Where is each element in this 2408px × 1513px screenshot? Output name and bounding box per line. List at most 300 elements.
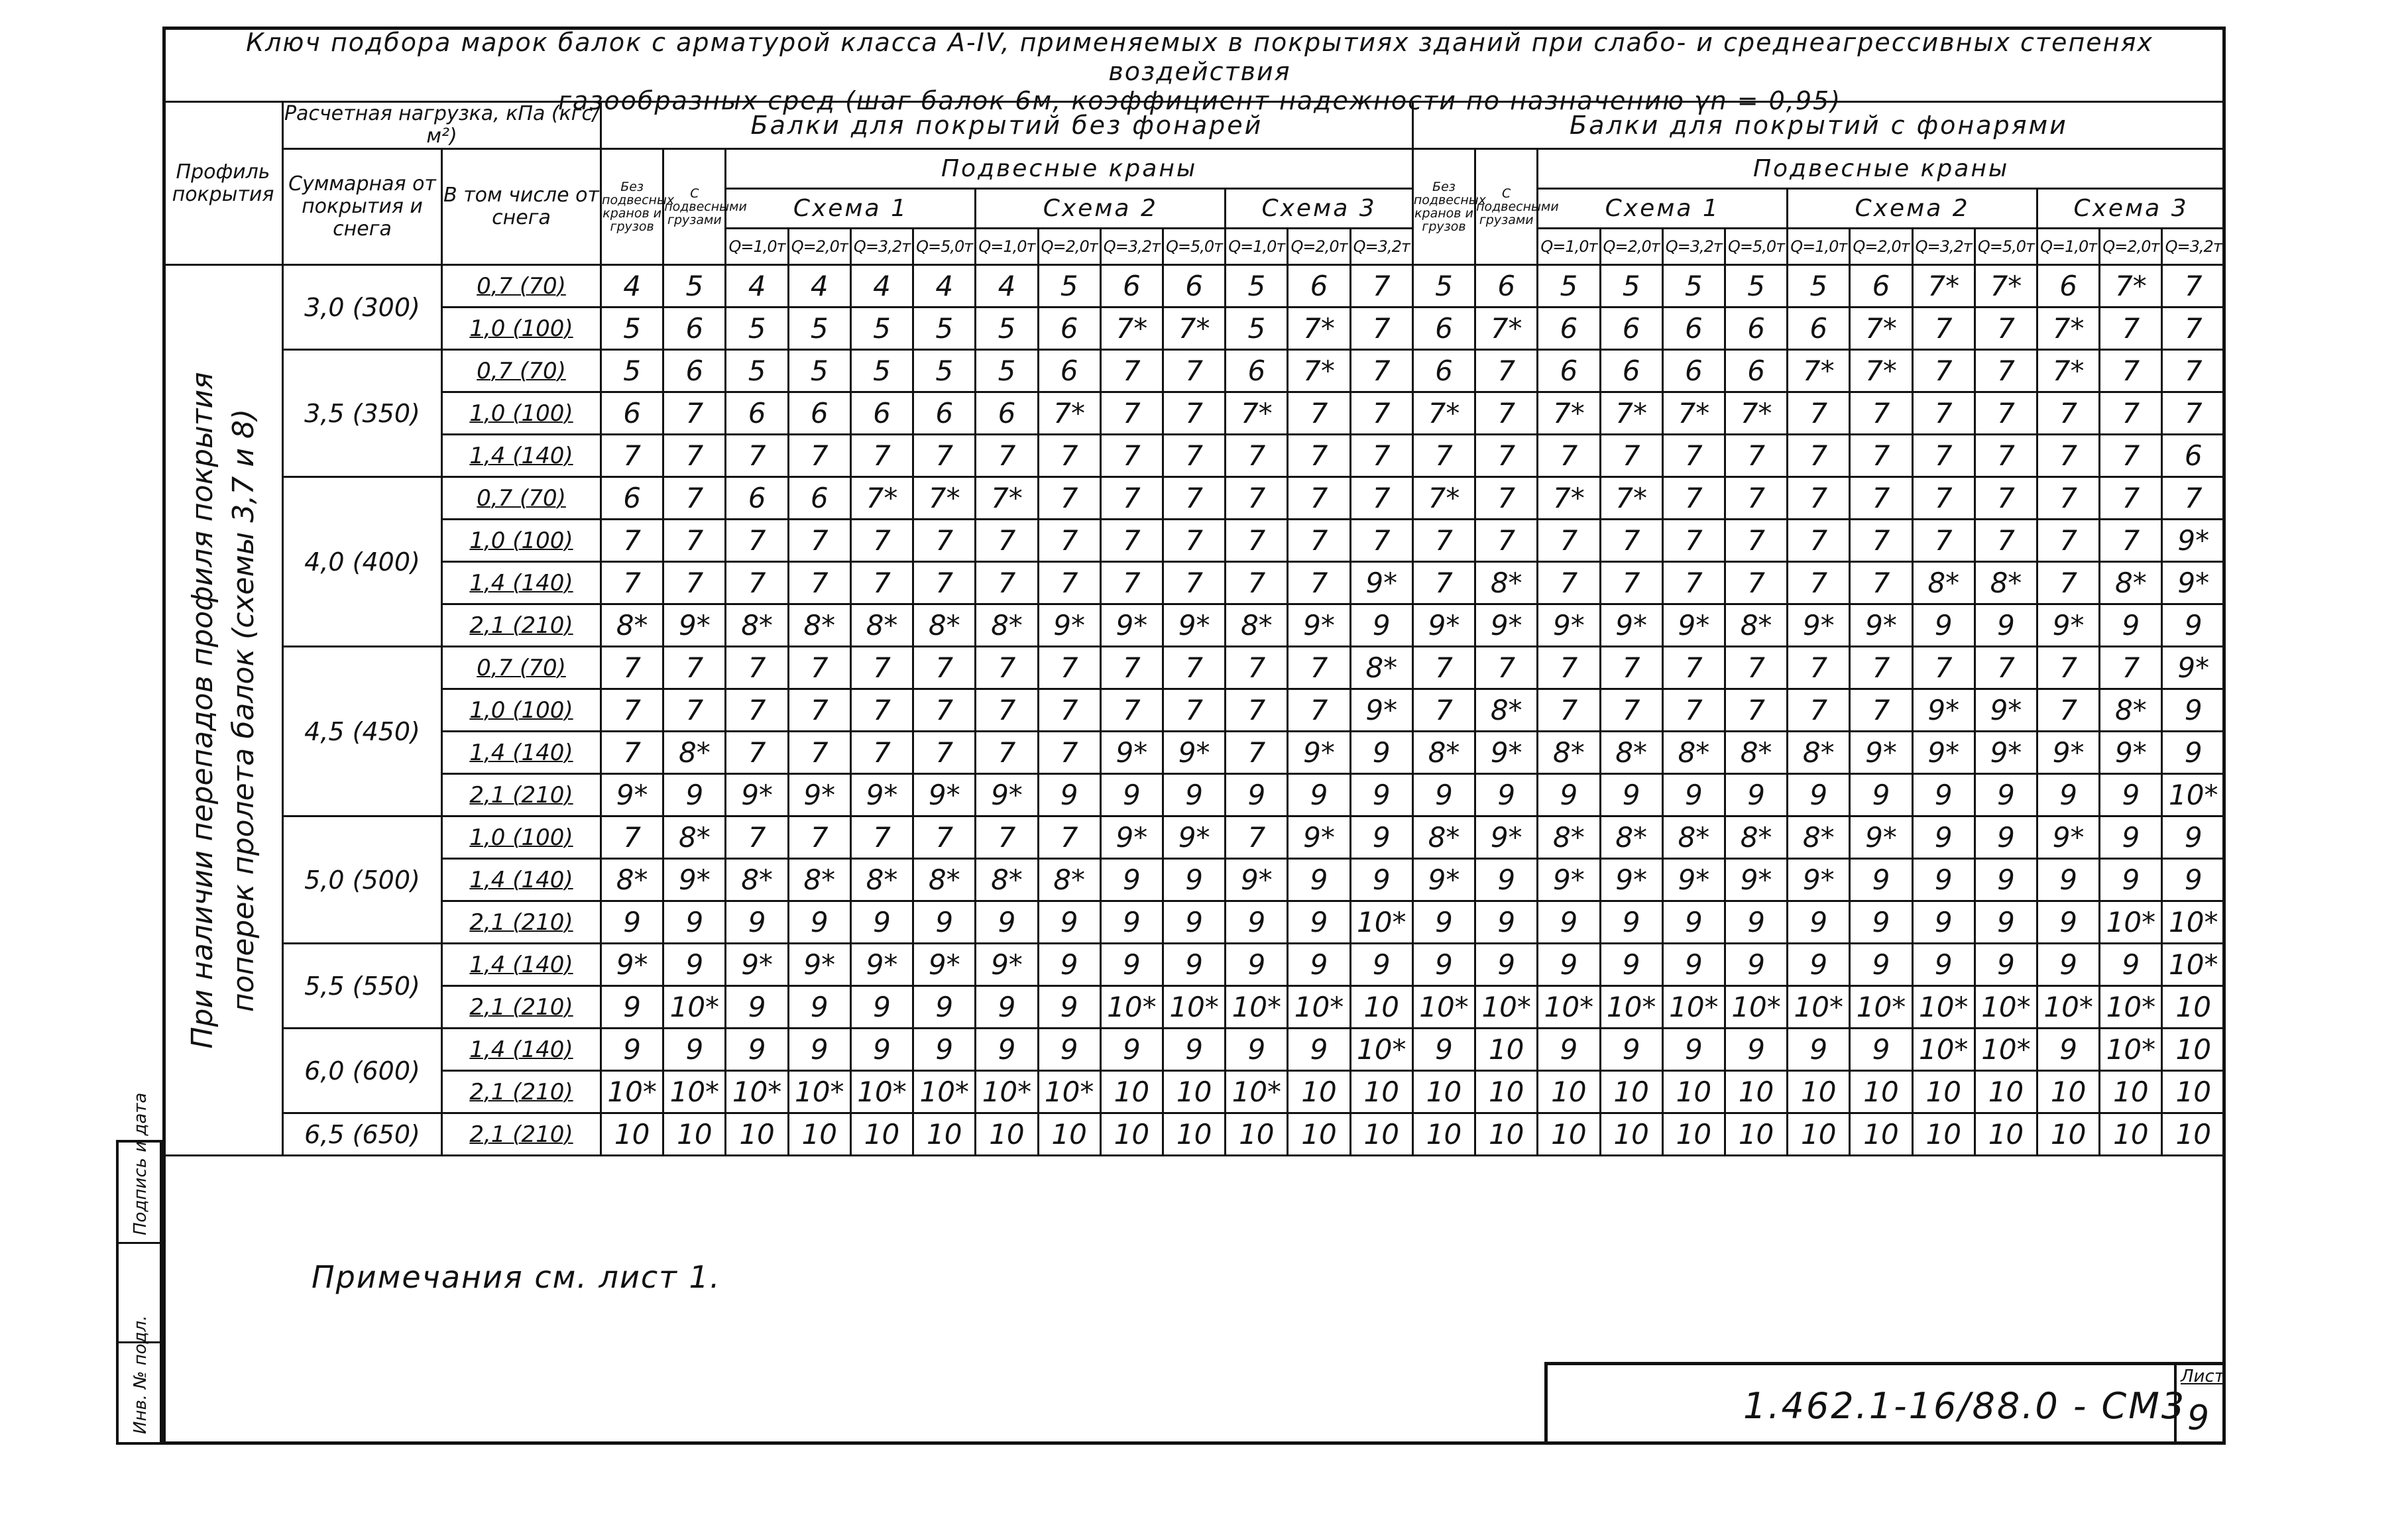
beam-mark-cell: 7 bbox=[850, 520, 913, 562]
table-row bbox=[164, 350, 2225, 392]
beam-mark-cell: 10 bbox=[1475, 1029, 1538, 1071]
beam-mark-cell: 9 bbox=[2100, 816, 2162, 859]
beam-mark-cell: 10 bbox=[1975, 1071, 2037, 1113]
beam-mark-cell: 10* bbox=[1226, 1071, 1288, 1113]
beam-mark-cell: 7 bbox=[1475, 477, 1538, 520]
q-s1a-2: Q=2,0т bbox=[788, 229, 850, 265]
beam-mark-cell: 8* bbox=[663, 816, 726, 859]
beam-mark-cell: 7 bbox=[1725, 520, 1787, 562]
beam-mark-cell: 9 bbox=[788, 1029, 850, 1071]
beam-mark-cell: 9* bbox=[601, 774, 663, 816]
snow-load-cell: 1,0 (100) bbox=[442, 308, 601, 350]
beam-mark-cell: 7 bbox=[1600, 647, 1662, 689]
header-total-load: Суммарная от покрытия и снега bbox=[283, 149, 442, 265]
beam-mark-cell: 7 bbox=[1850, 392, 1912, 435]
beam-mark-cell: 10* bbox=[1412, 986, 1475, 1029]
beam-mark-cell: 9 bbox=[1788, 901, 1850, 944]
header-with-hoist-b: С подвесными грузами bbox=[1475, 149, 1538, 265]
beam-mark-cell: 7 bbox=[663, 647, 726, 689]
beam-mark-cell: 6 bbox=[1038, 350, 1100, 392]
q-s3a-2: Q=2,0т bbox=[1288, 229, 1350, 265]
beam-mark-cell: 9* bbox=[1662, 604, 1725, 647]
beam-mark-cell: 8* bbox=[913, 604, 976, 647]
beam-mark-cell: 9 bbox=[2037, 1029, 2100, 1071]
beam-mark-cell: 10* bbox=[1975, 986, 2037, 1029]
beam-mark-cell: 7 bbox=[1850, 477, 1912, 520]
beam-mark-cell: 7* bbox=[1600, 477, 1662, 520]
beam-mark-cell: 7 bbox=[1226, 689, 1288, 732]
beam-mark-cell: 7 bbox=[1475, 392, 1538, 435]
beam-mark-cell: 10 bbox=[1475, 1113, 1538, 1156]
table-row bbox=[164, 859, 2225, 901]
q-s2b-4: Q=5,0т bbox=[1975, 229, 2037, 265]
header-no-lanterns: Балки для покрытий без фонарей bbox=[601, 102, 1413, 149]
beam-mark-cell: 9 bbox=[1226, 774, 1288, 816]
beam-mark-cell: 5 bbox=[1412, 265, 1475, 308]
beam-mark-cell: 5 bbox=[1226, 265, 1288, 308]
beam-mark-cell: 9 bbox=[1600, 944, 1662, 986]
beam-mark-cell: 5 bbox=[1226, 308, 1288, 350]
beam-mark-cell: 9 bbox=[1538, 944, 1600, 986]
beam-mark-cell: 9* bbox=[1350, 689, 1412, 732]
beam-mark-cell: 9 bbox=[1412, 901, 1475, 944]
footnote: Примечания см. лист 1. bbox=[312, 1259, 721, 1295]
beam-mark-cell: 9 bbox=[1600, 901, 1662, 944]
beam-mark-cell: 7 bbox=[2100, 520, 2162, 562]
beam-mark-cell: 9* bbox=[1288, 732, 1350, 774]
beam-mark-cell: 7 bbox=[850, 816, 913, 859]
beam-mark-cell: 7 bbox=[1163, 392, 1225, 435]
beam-mark-cell: 4 bbox=[913, 265, 976, 308]
beam-mark-cell: 9 bbox=[1662, 901, 1725, 944]
beam-mark-cell: 9 bbox=[1725, 774, 1787, 816]
beam-mark-cell: 8* bbox=[1350, 647, 1412, 689]
q-s2b-2: Q=2,0т bbox=[1850, 229, 1912, 265]
beam-mark-cell: 7 bbox=[726, 647, 788, 689]
beam-mark-cell: 9 bbox=[1788, 944, 1850, 986]
beam-mark-cell: 9 bbox=[1912, 816, 1975, 859]
beam-mark-cell: 7 bbox=[1226, 477, 1288, 520]
beam-mark-cell: 10 bbox=[788, 1113, 850, 1156]
beam-mark-cell: 9* bbox=[1100, 732, 1163, 774]
snow-load-cell: 0,7 (70) bbox=[442, 350, 601, 392]
beam-mark-cell: 9 bbox=[1538, 774, 1600, 816]
beam-mark-cell: 9 bbox=[850, 986, 913, 1029]
snow-load-cell: 2,1 (210) bbox=[442, 1113, 601, 1156]
beam-mark-cell: 8* bbox=[850, 859, 913, 901]
beam-mark-cell: 6 bbox=[601, 392, 663, 435]
beam-mark-cell: 9* bbox=[1662, 859, 1725, 901]
beam-mark-cell: 10 bbox=[1350, 1113, 1412, 1156]
beam-mark-cell: 7 bbox=[663, 477, 726, 520]
beam-mark-cell: 7 bbox=[1100, 350, 1163, 392]
beam-mark-cell: 9 bbox=[1350, 774, 1412, 816]
beam-mark-cell: 7 bbox=[913, 435, 976, 477]
beam-mark-cell: 9 bbox=[2100, 604, 2162, 647]
beam-mark-cell: 9 bbox=[1538, 901, 1600, 944]
beam-mark-cell: 7 bbox=[2037, 689, 2100, 732]
beam-mark-cell: 7 bbox=[1912, 392, 1975, 435]
beam-mark-cell: 10 bbox=[1662, 1113, 1725, 1156]
beam-mark-cell: 9 bbox=[1975, 816, 2037, 859]
beam-mark-cell: 7 bbox=[976, 689, 1038, 732]
beam-mark-cell: 10 bbox=[1100, 1071, 1163, 1113]
table-row bbox=[164, 308, 2225, 350]
beam-mark-cell: 7* bbox=[1288, 350, 1350, 392]
beam-mark-cell: 7 bbox=[1412, 689, 1475, 732]
total-load-cell: 5,0 (500) bbox=[283, 816, 442, 944]
beam-mark-cell: 9 bbox=[1850, 859, 1912, 901]
beam-mark-cell: 9 bbox=[1850, 774, 1912, 816]
table-row bbox=[164, 689, 2225, 732]
beam-mark-cell: 7 bbox=[1038, 477, 1100, 520]
beam-mark-cell: 9 bbox=[1725, 944, 1787, 986]
beam-mark-cell: 9 bbox=[1975, 944, 2037, 986]
beam-mark-cell: 9* bbox=[663, 859, 726, 901]
beam-mark-cell: 9 bbox=[1288, 859, 1350, 901]
beam-mark-cell: 7 bbox=[663, 520, 726, 562]
beam-mark-cell: 9 bbox=[1100, 944, 1163, 986]
beam-mark-cell: 9 bbox=[1038, 986, 1100, 1029]
beam-mark-cell: 9* bbox=[2162, 562, 2225, 604]
beam-mark-cell: 7 bbox=[2037, 647, 2100, 689]
header-profile: Профиль покрытия bbox=[164, 102, 283, 265]
beam-mark-cell: 10 bbox=[850, 1113, 913, 1156]
beam-mark-cell: 10 bbox=[1350, 986, 1412, 1029]
beam-mark-cell: 9 bbox=[1412, 944, 1475, 986]
beam-mark-cell: 7 bbox=[1725, 562, 1787, 604]
beam-mark-cell: 7 bbox=[726, 816, 788, 859]
snow-load-cell: 1,4 (140) bbox=[442, 435, 601, 477]
beam-mark-cell: 10 bbox=[663, 1113, 726, 1156]
table-row bbox=[164, 774, 2225, 816]
beam-mark-cell: 7 bbox=[1788, 477, 1850, 520]
beam-mark-cell: 7 bbox=[788, 520, 850, 562]
beam-mark-cell: 9 bbox=[788, 901, 850, 944]
beam-mark-cell: 9 bbox=[1725, 1029, 1787, 1071]
beam-mark-cell: 7 bbox=[1788, 647, 1850, 689]
beam-mark-cell: 7 bbox=[1662, 689, 1725, 732]
beam-mark-cell: 9 bbox=[976, 986, 1038, 1029]
q-s1a-1: Q=1,0т bbox=[726, 229, 788, 265]
beam-mark-cell: 7 bbox=[850, 562, 913, 604]
beam-mark-cell: 10* bbox=[1662, 986, 1725, 1029]
total-load-cell: 6,5 (650) bbox=[283, 1113, 442, 1156]
beam-mark-cell: 7 bbox=[1100, 477, 1163, 520]
table-row bbox=[164, 562, 2225, 604]
beam-mark-cell: 9 bbox=[2037, 901, 2100, 944]
beam-mark-cell: 8* bbox=[2100, 562, 2162, 604]
beam-mark-cell: 7 bbox=[1912, 520, 1975, 562]
sheet-number: 9 bbox=[2187, 1398, 2210, 1438]
beam-mark-cell: 10* bbox=[1975, 1029, 2037, 1071]
total-load-cell: 5,5 (550) bbox=[283, 944, 442, 1029]
beam-mark-cell: 9* bbox=[1350, 562, 1412, 604]
beam-mark-cell: 7 bbox=[1100, 689, 1163, 732]
beam-mark-cell: 9 bbox=[1912, 859, 1975, 901]
beam-mark-cell: 10 bbox=[1226, 1113, 1288, 1156]
beam-mark-cell: 9* bbox=[1038, 604, 1100, 647]
beam-mark-cell: 9 bbox=[1475, 774, 1538, 816]
beam-mark-cell: 6 bbox=[1662, 308, 1725, 350]
beam-mark-cell: 9 bbox=[1662, 774, 1725, 816]
beam-mark-cell: 7 bbox=[1350, 477, 1412, 520]
q-s3b-3: Q=3,2т bbox=[2162, 229, 2225, 265]
beam-mark-cell: 9 bbox=[1288, 944, 1350, 986]
beam-mark-cell: 9 bbox=[1975, 604, 2037, 647]
q-s3a-1: Q=1,0т bbox=[1226, 229, 1288, 265]
beam-mark-cell: 7 bbox=[1850, 562, 1912, 604]
beam-mark-cell: 9 bbox=[1912, 774, 1975, 816]
beam-mark-cell: 7 bbox=[1912, 435, 1975, 477]
beam-mark-cell: 10* bbox=[913, 1071, 976, 1113]
beam-mark-cell: 7 bbox=[1412, 647, 1475, 689]
beam-mark-cell: 7 bbox=[1725, 477, 1787, 520]
beam-mark-cell: 8* bbox=[1912, 562, 1975, 604]
beam-mark-cell: 10* bbox=[2162, 774, 2225, 816]
beam-mark-cell: 10 bbox=[976, 1113, 1038, 1156]
beam-mark-cell: 8* bbox=[1412, 816, 1475, 859]
beam-mark-cell: 10* bbox=[788, 1071, 850, 1113]
beam-mark-cell: 7 bbox=[850, 435, 913, 477]
beam-mark-cell: 7* bbox=[1226, 392, 1288, 435]
beam-mark-cell: 7 bbox=[1038, 562, 1100, 604]
beam-mark-cell: 7 bbox=[1600, 562, 1662, 604]
beam-mark-cell: 9* bbox=[1600, 604, 1662, 647]
table-row bbox=[164, 986, 2225, 1029]
beam-mark-cell: 9 bbox=[1850, 1029, 1912, 1071]
beam-mark-cell: 7 bbox=[1475, 520, 1538, 562]
beam-mark-cell: 9 bbox=[2162, 732, 2225, 774]
beam-mark-cell: 9 bbox=[2100, 859, 2162, 901]
total-load-cell: 4,5 (450) bbox=[283, 647, 442, 816]
beam-mark-cell: 9 bbox=[1100, 901, 1163, 944]
beam-mark-cell: 6 bbox=[1038, 308, 1100, 350]
snow-load-cell: 0,7 (70) bbox=[442, 265, 601, 308]
beam-mark-cell: 9 bbox=[1038, 901, 1100, 944]
beam-mark-cell: 7* bbox=[850, 477, 913, 520]
beam-mark-cell: 8* bbox=[1538, 816, 1600, 859]
beam-mark-cell: 7 bbox=[1850, 647, 1912, 689]
beam-mark-cell: 9 bbox=[913, 1029, 976, 1071]
beam-mark-cell: 7 bbox=[1163, 647, 1225, 689]
beam-mark-cell: 7 bbox=[2037, 562, 2100, 604]
beam-mark-cell: 5 bbox=[976, 350, 1038, 392]
beam-mark-cell: 7 bbox=[1038, 435, 1100, 477]
beam-mark-cell: 9* bbox=[976, 944, 1038, 986]
beam-mark-cell: 7 bbox=[2100, 308, 2162, 350]
beam-mark-cell: 10* bbox=[1100, 986, 1163, 1029]
beam-mark-cell: 7* bbox=[1975, 265, 2037, 308]
beam-mark-cell: 9 bbox=[601, 901, 663, 944]
beam-mark-cell: 7 bbox=[726, 435, 788, 477]
beam-mark-cell: 8* bbox=[663, 732, 726, 774]
beam-mark-cell: 7 bbox=[1538, 647, 1600, 689]
beam-mark-cell: 7 bbox=[663, 562, 726, 604]
beam-mark-cell: 7 bbox=[788, 816, 850, 859]
beam-mark-cell: 8* bbox=[726, 859, 788, 901]
beam-mark-cell: 9 bbox=[1038, 944, 1100, 986]
beam-mark-cell: 7 bbox=[1912, 350, 1975, 392]
header-scheme3-b: Схема 3 bbox=[2037, 189, 2225, 229]
beam-mark-cell: 7 bbox=[1226, 647, 1288, 689]
beam-mark-cell: 9* bbox=[1538, 604, 1600, 647]
beam-mark-cell: 9* bbox=[850, 944, 913, 986]
beam-mark-cell: 10 bbox=[2100, 1113, 2162, 1156]
beam-mark-cell: 5 bbox=[1600, 265, 1662, 308]
beam-mark-cell: 7 bbox=[601, 816, 663, 859]
snow-load-cell: 1,4 (140) bbox=[442, 732, 601, 774]
beam-mark-cell: 10* bbox=[2037, 986, 2100, 1029]
q-s2a-4: Q=5,0т bbox=[1163, 229, 1225, 265]
beam-mark-cell: 7 bbox=[976, 732, 1038, 774]
beam-mark-cell: 10 bbox=[1788, 1071, 1850, 1113]
beam-mark-cell: 7 bbox=[976, 816, 1038, 859]
beam-mark-cell: 9 bbox=[1662, 944, 1725, 986]
beam-mark-cell: 7 bbox=[850, 732, 913, 774]
beam-mark-cell: 7 bbox=[976, 562, 1038, 604]
beam-mark-cell: 9* bbox=[2037, 604, 2100, 647]
table-row bbox=[164, 604, 2225, 647]
beam-mark-cell: 8* bbox=[788, 604, 850, 647]
beam-mark-cell: 7* bbox=[2100, 265, 2162, 308]
beam-mark-cell: 9 bbox=[1850, 944, 1912, 986]
beam-mark-cell: 5 bbox=[788, 308, 850, 350]
beam-mark-cell: 10* bbox=[1163, 986, 1225, 1029]
beam-mark-cell: 10* bbox=[1226, 986, 1288, 1029]
beam-mark-cell: 6 bbox=[1163, 265, 1225, 308]
q-s2a-1: Q=1,0т bbox=[976, 229, 1038, 265]
beam-mark-cell: 9 bbox=[1226, 944, 1288, 986]
beam-mark-cell: 9 bbox=[1038, 774, 1100, 816]
header-cranes-b: Подвесные краны bbox=[1538, 149, 2225, 189]
beam-mark-cell: 10* bbox=[726, 1071, 788, 1113]
table-row bbox=[164, 944, 2225, 986]
beam-mark-cell: 10 bbox=[1912, 1071, 1975, 1113]
beam-mark-cell: 10 bbox=[726, 1113, 788, 1156]
beam-mark-cell: 7* bbox=[2037, 350, 2100, 392]
beam-mark-cell: 9 bbox=[2100, 774, 2162, 816]
q-s3b-1: Q=1,0т bbox=[2037, 229, 2100, 265]
beam-mark-cell: 7 bbox=[913, 732, 976, 774]
beam-mark-cell: 5 bbox=[601, 350, 663, 392]
beam-mark-cell: 10 bbox=[1412, 1071, 1475, 1113]
beam-mark-cell: 4 bbox=[601, 265, 663, 308]
beam-mark-cell: 7* bbox=[1538, 477, 1600, 520]
beam-mark-cell: 5 bbox=[726, 350, 788, 392]
beam-mark-cell: 8* bbox=[976, 859, 1038, 901]
beam-mark-cell: 9* bbox=[1100, 816, 1163, 859]
beam-mark-cell: 7 bbox=[2100, 392, 2162, 435]
table-row bbox=[164, 1071, 2225, 1113]
beam-mark-cell: 10* bbox=[601, 1071, 663, 1113]
snow-load-cell: 1,0 (100) bbox=[442, 392, 601, 435]
beam-mark-cell: 10 bbox=[1288, 1071, 1350, 1113]
beam-mark-cell: 7 bbox=[1975, 435, 2037, 477]
snow-load-cell: 0,7 (70) bbox=[442, 477, 601, 520]
beam-mark-cell: 9 bbox=[850, 901, 913, 944]
beam-mark-cell: 10* bbox=[663, 986, 726, 1029]
beam-mark-cell: 9 bbox=[1975, 774, 2037, 816]
beam-mark-cell: 5 bbox=[788, 350, 850, 392]
snow-load-cell: 2,1 (210) bbox=[442, 774, 601, 816]
beam-mark-cell: 7 bbox=[1662, 562, 1725, 604]
beam-mark-cell: 6 bbox=[913, 392, 976, 435]
beam-mark-cell: 10 bbox=[1912, 1113, 1975, 1156]
beam-mark-cell: 7 bbox=[1475, 647, 1538, 689]
snow-load-cell: 1,0 (100) bbox=[442, 520, 601, 562]
beam-mark-cell: 4 bbox=[726, 265, 788, 308]
beam-mark-cell: 8* bbox=[601, 859, 663, 901]
table-row bbox=[164, 265, 2225, 308]
beam-mark-cell: 7 bbox=[1412, 435, 1475, 477]
beam-mark-cell: 7 bbox=[788, 435, 850, 477]
beam-mark-cell: 8* bbox=[788, 859, 850, 901]
beam-mark-cell: 9* bbox=[1163, 732, 1225, 774]
beam-mark-cell: 7 bbox=[1912, 308, 1975, 350]
beam-mark-cell: 7 bbox=[2162, 477, 2225, 520]
beam-mark-cell: 7 bbox=[663, 392, 726, 435]
beam-mark-cell: 7 bbox=[1788, 392, 1850, 435]
beam-mark-cell: 5 bbox=[1538, 265, 1600, 308]
beam-mark-cell: 10* bbox=[850, 1071, 913, 1113]
beam-mark-cell: 5 bbox=[1725, 265, 1787, 308]
beam-mark-cell: 10 bbox=[1725, 1071, 1787, 1113]
header-incl-snow: В том числе от снега bbox=[442, 149, 601, 265]
beam-mark-cell: 9* bbox=[1412, 859, 1475, 901]
beam-mark-cell: 6 bbox=[976, 392, 1038, 435]
beam-mark-cell: 9 bbox=[1412, 774, 1475, 816]
beam-mark-cell: 8* bbox=[2100, 689, 2162, 732]
snow-load-cell: 1,4 (140) bbox=[442, 944, 601, 986]
beam-mark-cell: 9* bbox=[1975, 689, 2037, 732]
beam-mark-cell: 4 bbox=[850, 265, 913, 308]
beam-mark-cell: 7 bbox=[1100, 435, 1163, 477]
beam-mark-cell: 9 bbox=[1600, 774, 1662, 816]
beam-mark-cell: 8* bbox=[1412, 732, 1475, 774]
beam-mark-cell: 9* bbox=[976, 774, 1038, 816]
beam-mark-cell: 7* bbox=[1412, 477, 1475, 520]
beam-mark-cell: 10* bbox=[1288, 986, 1350, 1029]
beam-mark-cell: 9 bbox=[1350, 944, 1412, 986]
beam-mark-cell: 7 bbox=[1975, 520, 2037, 562]
beam-mark-cell: 7 bbox=[788, 689, 850, 732]
beam-mark-cell: 7 bbox=[1600, 689, 1662, 732]
beam-mark-cell: 7 bbox=[788, 562, 850, 604]
beam-mark-cell: 10 bbox=[1100, 1113, 1163, 1156]
beam-mark-cell: 6 bbox=[788, 477, 850, 520]
beam-mark-cell: 9 bbox=[1163, 774, 1225, 816]
beam-mark-cell: 9 bbox=[2037, 859, 2100, 901]
beam-mark-cell: 8* bbox=[1725, 604, 1787, 647]
beam-mark-cell: 9 bbox=[1975, 859, 2037, 901]
beam-mark-cell: 9 bbox=[2162, 689, 2225, 732]
beam-mark-cell: 9* bbox=[1975, 732, 2037, 774]
snow-load-cell: 2,1 (210) bbox=[442, 986, 601, 1029]
header-no-hoist-b: Без подвесных кранов и грузов bbox=[1412, 149, 1475, 265]
beam-mark-cell: 7 bbox=[913, 816, 976, 859]
beam-mark-cell: 9 bbox=[1412, 1029, 1475, 1071]
beam-mark-cell: 7 bbox=[601, 435, 663, 477]
beam-mark-cell: 9* bbox=[2162, 520, 2225, 562]
beam-mark-cell: 10* bbox=[2162, 944, 2225, 986]
beam-mark-cell: 7 bbox=[788, 732, 850, 774]
title-line-1: Ключ подбора марок балок с арматурой класса А-IV, применяемых в покрытиях зданий при слабо- и среднеагрессивных степенях воздействия bbox=[246, 28, 2153, 86]
beam-mark-cell: 7* bbox=[1912, 265, 1975, 308]
beam-mark-cell: 6 bbox=[726, 477, 788, 520]
beam-mark-cell: 9* bbox=[788, 774, 850, 816]
beam-mark-cell: 9* bbox=[2037, 732, 2100, 774]
